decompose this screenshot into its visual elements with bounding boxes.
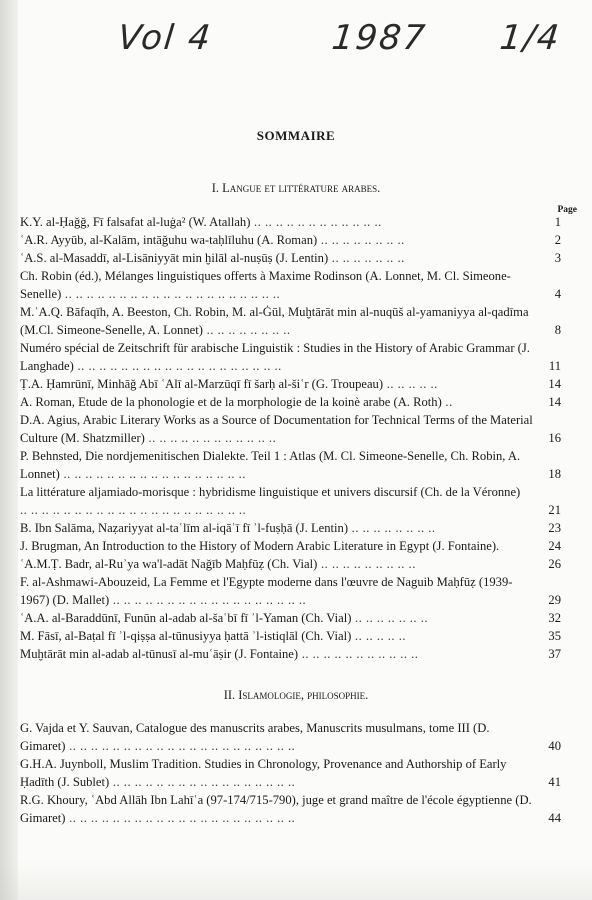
toc-entry-text <box>20 627 533 645</box>
toc-entry-page: 16 <box>548 431 561 445</box>
toc-entry-title: G. Vajda et Y. Sauvan, Catalogue des manuscrits arabes, Manuscrits musulmans, tome III (D. Gimaret) <box>20 721 490 753</box>
toc-entry-text <box>20 573 533 609</box>
handwritten-number: 1/4 <box>497 18 563 58</box>
toc-entry <box>20 411 561 447</box>
toc-entry-page: 18 <box>548 467 561 481</box>
toc-entry-leader: .. .. .. .. .. .. .. .. <box>348 521 436 535</box>
toc-entry <box>20 627 561 645</box>
toc-entry-leader: .. .. .. .. .. .. .. .. .. .. .. .. .. .. .. .. .. <box>109 775 296 789</box>
handwritten-volume: Vol 4 <box>115 18 215 58</box>
scan-bottom-shade <box>0 860 592 900</box>
toc-entry-page: 40 <box>548 739 561 753</box>
section-heading-2: II. Islamologie, philosophie. <box>223 688 369 702</box>
toc-entry-text <box>20 791 533 827</box>
toc-entry-text <box>20 375 533 393</box>
toc-entry-leader: .. .. .. .. .. .. .. .. .. .. .. .. <box>144 431 277 445</box>
toc-entry-leader: .. .. .. .. .. .. .. <box>351 611 429 625</box>
toc-entry-leader: .. <box>441 395 453 409</box>
toc-entry-page: 8 <box>554 323 561 337</box>
toc-entry-text <box>20 339 533 375</box>
toc-entry-leader: .. .. .. .. .. .. .. .. .. .. .. .. .. .. .. .. .. .. .. <box>73 359 282 373</box>
toc-entry-leader: .. .. .. .. .. .. .. .. .. .. .. .. .. .. .. .. .. <box>59 467 246 481</box>
toc-entry-page: 29 <box>548 593 561 607</box>
toc-entry-title: A. Roman, Etude de la phonologie et de la morphologie de la koinè arabe (A. Roth) <box>20 395 442 409</box>
toc-entry-text <box>20 447 533 483</box>
toc-entry-page: 14 <box>548 395 561 409</box>
toc-entry-title: Ch. Robin (éd.), Mélanges linguistiques offerts à Maxime Rodinson (A. Lonnet, M. Cl. Simeone-Senelle) <box>20 269 511 301</box>
toc-entry-text <box>20 231 533 249</box>
toc-entry-title: Muḫtārāt min al-adab al-tūnusī al-muʿāṣir (J. Fontaine) <box>20 647 299 661</box>
page-column-header: Page <box>557 205 577 215</box>
toc-entry-page: 24 <box>548 539 561 553</box>
toc-entry-title: M.ʿA.Q. Bāfaqīh, A. Beeston, Ch. Robin, M. al-Ġūl, Muḫtārāt min al-nuqūš al-yamaniyya al-qadīma (M.Cl. Simeone-Senelle, A. Lonnet) <box>20 305 529 337</box>
toc-entry-text <box>20 645 533 663</box>
toc-entry-leader: .. .. .. .. .. .. .. .. <box>202 323 291 337</box>
toc-entry-page: 44 <box>548 811 561 825</box>
toc-entry-text <box>20 213 533 231</box>
toc-entry <box>20 537 561 555</box>
toc-entry-text <box>20 609 533 627</box>
handwritten-year: 1987 <box>329 18 429 58</box>
toc-entry-title: ʿA.R. Ayyūb, al-Kalām, intāǧuhu wa-taḥlīluhu (A. Roman) <box>20 233 318 247</box>
toc-entry-text <box>20 483 533 519</box>
toc-entry-title: ʿA.S. al-Masaddī, al-Lisāniyyāt min ḫilāl al-nuṣūṣ (J. Lentin) <box>20 251 329 265</box>
toc-entry <box>20 645 561 663</box>
toc-entry-page: 2 <box>554 233 561 247</box>
toc-entry-leader: .. .. .. .. .. .. .. .. .. .. .. .. .. .. .. .. .. .. .. .. .. <box>20 503 247 517</box>
toc-entry <box>20 483 561 519</box>
toc-entry-page: 26 <box>548 557 561 571</box>
toc-entry-leader: .. .. .. .. .. .. .. .. .. .. .. .. .. .. .. .. .. .. <box>109 593 307 607</box>
toc-entry-text <box>20 267 533 303</box>
toc-entry <box>20 755 561 791</box>
toc-entry-page: 32 <box>548 611 561 625</box>
toc-entry <box>20 555 561 573</box>
toc-entry-page: 35 <box>548 629 561 643</box>
toc-entry-text <box>20 411 533 447</box>
toc-entry-page: 4 <box>554 287 561 301</box>
toc-entry-leader: .. .. .. .. .. <box>383 377 438 391</box>
toc-entry <box>20 231 561 249</box>
toc-entry-title: G.H.A. Juynboll, Muslim Tradition. Studies in Chronology, Provenance and Authorship of Early Ḥadīth (J. Sublet) <box>20 757 507 789</box>
toc-entry-page: 21 <box>548 503 561 517</box>
toc-entry-page: 41 <box>548 775 561 789</box>
toc-entry-text <box>20 719 533 755</box>
toc-entry-title: Ṭ.A. Ḥamrūnī, Minhāǧ Abī ʿAlī al-Marzūqī fī šarḥ al-šiʿr (G. Troupeau) <box>20 377 384 391</box>
toc-entry-page: 14 <box>548 377 561 391</box>
toc-entry-title: M. Fāsī, al-Baṭal fī ʾl-qiṣṣa al-tūnusiyya ḥattā ʾl-istiqlāl (Ch. Vial) <box>20 629 352 643</box>
toc-entry-text <box>20 303 533 339</box>
toc-entry-leader: .. .. .. .. .. .. .. .. <box>317 233 405 247</box>
toc-entry <box>20 213 561 231</box>
toc-section-2 <box>20 719 561 827</box>
toc-entry-leader: .. .. .. .. .. .. .. .. .. .. .. .. .. .. .. .. .. .. .. .. <box>61 287 281 301</box>
toc-entry <box>20 393 561 411</box>
toc-entry <box>20 267 561 303</box>
toc-entry-page: 3 <box>554 251 561 265</box>
toc-entry-leader: .. .. .. .. .. <box>351 629 407 643</box>
toc-entry <box>20 249 561 267</box>
toc-entry-title: D.A. Agius, Arabic Literary Works as a Source of Documentation for Technical Terms of the Material Culture (M. Shatzmiller) <box>20 413 533 445</box>
toc-entry <box>20 791 561 827</box>
toc-entry-title: Numéro spécial de Zeitschrift für arabische Linguistik : Studies in the History of Arabic Grammar (J. Langhade) <box>20 341 530 373</box>
toc-entry-title: R.G. Khoury, ʿAbd Allāh Ibn Lahīʿa (97-174/715-790), juge et grand maître de l'école égyptienne (D. Gimaret) <box>20 793 532 825</box>
toc-entry <box>20 609 561 627</box>
toc-entry-title: ʿA.M.Ṭ. Badr, al-Ruʾya wa'l-adāt Naǧīb Maḥfūẓ (Ch. Vial) <box>20 557 318 571</box>
toc-entry-text <box>20 537 533 555</box>
toc-entry <box>20 375 561 393</box>
toc-entry-leader: .. .. .. .. .. .. .. <box>328 251 405 265</box>
toc-entry-page: 1 <box>554 215 561 229</box>
toc-entry-leader: .. .. .. .. .. .. .. .. .. .. .. <box>298 647 419 661</box>
toc-entry <box>20 303 561 339</box>
toc-entry-title: K.Y. al-Ḥaǧǧ, Fī falsafat al-luġa² (W. Atallah) <box>20 215 251 229</box>
toc-entry-leader: .. .. .. .. .. .. .. .. .. .. .. .. .. .. .. .. .. .. .. .. .. <box>65 739 296 753</box>
toc-entry-title: J. Brugman, An Introduction to the History of Modern Arabic Literature in Egypt (J. Fontaine). <box>20 539 500 553</box>
toc-entry-leader: .. .. .. .. .. .. .. .. .. .. .. .. <box>250 215 382 229</box>
toc-entry <box>20 573 561 609</box>
toc-entry-page: 37 <box>548 647 561 661</box>
toc-entry-title: B. Ibn Salāma, Naẓariyyat al-taʿlīm al-iqāʾī fī ʾl-fuṣḥā (J. Lentin) <box>20 521 349 535</box>
toc-entry-page: 23 <box>548 521 561 535</box>
toc-entry <box>20 519 561 537</box>
toc-entry-title: F. al-Ashmawi-Abouzeid, La Femme et l'Egypte moderne dans l'œuvre de Naguib Maḥfūẓ (1939-1967) (D. Mallet) <box>20 575 513 607</box>
toc-entry-text <box>20 755 533 791</box>
toc-entry-text <box>20 555 533 573</box>
toc-entry-page: 11 <box>548 359 561 373</box>
toc-entry-title: La littérature aljamiado-morisque : hybridisme linguistique et univers discursif (Ch. de la Véronne) <box>20 485 521 499</box>
toc-entry-leader: .. .. .. .. .. .. .. .. .. .. .. .. .. .. .. .. .. .. .. .. .. <box>65 811 296 825</box>
toc-entry-text <box>20 393 533 411</box>
toc-entry-text <box>20 519 533 537</box>
section-heading-1: I. Langue et littérature arabes. <box>211 181 381 195</box>
toc-entry-leader: .. .. .. .. .. .. .. .. .. <box>317 557 416 571</box>
toc-entry <box>20 447 561 483</box>
toc-entry <box>20 339 561 375</box>
toc-section-1 <box>20 213 561 663</box>
toc-entry-title: ʿA.A. al-Baraddūnī, Funūn al-adab al-šaʿbī fī ʾl-Yaman (Ch. Vial) <box>20 611 352 625</box>
toc-entry <box>20 719 561 755</box>
page-title: SOMMAIRE <box>256 128 336 143</box>
toc-entry-title: P. Behnsted, Die nordjemenitischen Dialekte. Teil 1 : Atlas (M. Cl. Simeone-Senelle, Ch. Robin, A. Lonnet) <box>20 449 521 481</box>
toc-entry-text <box>20 249 533 267</box>
